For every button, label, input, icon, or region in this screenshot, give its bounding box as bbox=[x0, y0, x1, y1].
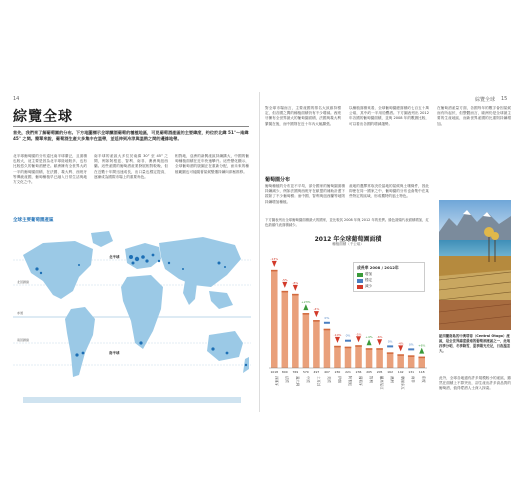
change-label: -4% bbox=[313, 307, 320, 312]
map-label-tropic-north: 北回歸線 bbox=[17, 280, 30, 284]
change-arrow-icon bbox=[293, 285, 298, 291]
bar-value-label: 142 bbox=[397, 370, 404, 374]
legend-title: 成長率 2008 / 2012年 bbox=[357, 265, 399, 270]
change-arrow-icon bbox=[335, 337, 340, 343]
chart-caption: 下方圖表列出全球葡萄園面積最大的國家，並比較其 2008 年與 2012 年的差異。綠色箭頭代表面積增加，紅色箭頭代表面積減少。 bbox=[265, 218, 429, 227]
chart-bar bbox=[345, 347, 352, 368]
bar-value-label: 769 bbox=[292, 370, 299, 374]
change-label: -8% bbox=[292, 280, 299, 285]
legend-label: 減少 bbox=[365, 284, 373, 288]
bar-value-label: 497 bbox=[313, 370, 320, 374]
map-label-south: 南半球 bbox=[109, 351, 120, 355]
vineyard-landscape-image bbox=[439, 200, 511, 330]
legend-item bbox=[357, 284, 421, 289]
chart-subtitle: 種植面積（千公頃） bbox=[332, 242, 364, 246]
change-label: -5% bbox=[281, 277, 288, 282]
category-label: 西班牙 bbox=[274, 376, 279, 387]
category-label: 澳洲 bbox=[390, 376, 395, 383]
bar-value-label: 162 bbox=[387, 370, 394, 374]
map-title: 全球主要葡萄園產區 bbox=[13, 218, 54, 223]
chart-bar-cap bbox=[408, 355, 415, 357]
change-arrow-icon bbox=[303, 304, 308, 310]
chart-bar bbox=[408, 355, 415, 368]
body-column: 南半球的產區大多位於南緯 30° 至 45° 之間，例如阿根廷、智利、南非、澳洲與紐西蘭。這些產國的葡萄酒產業發展相對較晚，但在近數十年間迅速成長，出口量也穩定提高，逐漸成為國際市場上的重要角色。 bbox=[94, 154, 168, 179]
change-arrow-icon bbox=[345, 340, 351, 342]
change-label: +4% bbox=[365, 335, 373, 340]
vineyard-photo bbox=[439, 200, 511, 330]
chart-bar bbox=[303, 313, 310, 368]
chart-bar bbox=[334, 346, 341, 368]
book-spread bbox=[5, 92, 515, 412]
bar-value-label: 230 bbox=[334, 370, 341, 374]
legend-item bbox=[357, 272, 421, 277]
category-label: 南非 bbox=[411, 376, 416, 383]
legend-item bbox=[357, 278, 421, 283]
legend-swatch bbox=[357, 285, 363, 289]
photo-caption: 紐西蘭南島的中奧塔哥（Central Otago）產區，是全世界緯度最南的葡萄酒產區之一，此地四季分明，冬季降雪，夏季陽光充足，日夜溫差大。 bbox=[439, 334, 511, 353]
chart-bar-cap bbox=[303, 313, 310, 315]
legend-label: 增加 bbox=[365, 272, 373, 276]
change-arrow-icon bbox=[367, 339, 372, 345]
vineyard-area-chart bbox=[265, 234, 431, 410]
change-label: +6% bbox=[418, 343, 426, 348]
chart-bar bbox=[397, 354, 404, 368]
body-column: 在葡萄酒產量方面，各國每年的數字會因氣候而有所起伏，但整體而言，歐洲仍是全球最主要的生產地區，而新世界產國的比重則持續增加。 bbox=[437, 106, 511, 126]
chart-bar-cap bbox=[355, 345, 362, 347]
change-label: -10% bbox=[333, 332, 342, 337]
category-label: 葡萄牙 bbox=[358, 376, 363, 387]
change-arrow-icon bbox=[272, 261, 277, 267]
change-arrow-icon bbox=[398, 345, 403, 351]
chart-bar-cap bbox=[345, 347, 352, 349]
bar-value-label: 205 bbox=[366, 370, 372, 374]
category-label: 摩爾多瓦 bbox=[400, 376, 405, 390]
category-label: 智利 bbox=[369, 376, 374, 383]
body-column: 以種植面積來看，全球葡萄園總面積約七百五十萬公頃，其中約一半用於釀酒。下方圖表列出 2012 年各國的葡萄園面積，並與 2008 年的數據比較，可以看出各國的增減趨勢。 bbox=[349, 106, 429, 126]
right-page bbox=[261, 92, 515, 412]
chart-bar bbox=[271, 270, 278, 368]
chart-bar-cap bbox=[313, 320, 320, 322]
map-label-tropic-south: 南回歸線 bbox=[17, 338, 30, 342]
category-label: 法國 bbox=[284, 376, 289, 383]
chart-bar-cap bbox=[397, 354, 404, 356]
change-label: -5% bbox=[355, 332, 362, 337]
chart-bar bbox=[313, 320, 320, 368]
change-label: 0% bbox=[324, 315, 330, 320]
bar-value-label: 800 bbox=[281, 370, 288, 374]
category-label: 印度 bbox=[421, 376, 426, 383]
body-column: 產地的選擇常取決於當地的氣候與土壤條件，因此即使在同一國家之中，葡萄園的分布也會集中在某些特定的區域，形成獨特的風土特色。 bbox=[349, 184, 429, 199]
chart-bar bbox=[282, 291, 289, 368]
change-arrow-icon bbox=[314, 311, 319, 317]
bar-value-label: 131 bbox=[408, 370, 415, 374]
left-page bbox=[5, 92, 260, 412]
bar-value-label: 407 bbox=[324, 370, 330, 374]
chart-bar bbox=[366, 348, 373, 368]
page-number: 14 bbox=[13, 96, 20, 102]
bar-value-label: 221 bbox=[345, 370, 351, 374]
body-column: 北半球葡萄園的分布遠比南半球廣泛，且面積也較大，這主要是因為北半球陸地較多，也有比較悠久的葡萄酒歷史。歐洲擁有全世界大約一半的葡萄園面積，在法國、義大利、西班牙等傳統產國，葡萄種植早已融入日常生活與地方文化之中。 bbox=[13, 154, 87, 185]
chart-bar-cap bbox=[387, 352, 394, 354]
change-label: -13% bbox=[270, 256, 279, 261]
chart-bar bbox=[418, 357, 425, 368]
category-label: 美國 bbox=[326, 376, 331, 383]
map-label-north: 北半球 bbox=[109, 255, 120, 259]
category-label: 伊朗 bbox=[337, 376, 342, 383]
category-label: 羅馬尼亞 bbox=[379, 376, 384, 390]
body-column: 相對地，亞洲的新興產區持續擴大，中國的葡萄種植面積在近年快速攀升。這些變化顯示，全球葡萄酒的版圖正在重新分配，而未來的種植範圍也可能隨著氣候變遷持續向兩極推移。 bbox=[175, 154, 249, 174]
category-label: 義大利 bbox=[295, 376, 300, 387]
legend-swatch bbox=[357, 279, 363, 283]
bar-value-label: 570 bbox=[302, 370, 309, 374]
title-rule bbox=[13, 126, 249, 127]
body-column: 葡萄種植的分布並不平均，部分國家的葡萄園面積持續減少，例如法國與西班牙在歐盟的補助計畫下拔除了不少葡萄樹；而中國、智利與紐西蘭等地則持續增加種植。 bbox=[265, 184, 345, 204]
change-arrow-icon bbox=[282, 282, 287, 288]
legend-label: 穩定 bbox=[365, 278, 373, 282]
change-arrow-icon bbox=[408, 348, 414, 350]
chart-bar-cap bbox=[271, 270, 278, 272]
change-arrow-icon bbox=[356, 336, 361, 342]
chart-legend bbox=[353, 262, 425, 292]
change-label: -6% bbox=[376, 335, 383, 340]
bar-value-label: 1018 bbox=[270, 370, 279, 374]
category-label: 土耳其 bbox=[316, 376, 321, 387]
chart-bar bbox=[376, 348, 383, 368]
category-label: 中國 bbox=[305, 376, 310, 383]
change-arrow-icon bbox=[324, 322, 330, 324]
section-heading: 葡萄園分布 bbox=[265, 177, 291, 183]
category-label: 阿根廷 bbox=[348, 376, 352, 387]
change-label: 0% bbox=[387, 339, 393, 344]
chart-title: 2012 年全球葡萄園面積 bbox=[314, 236, 382, 243]
chart-bar-cap bbox=[366, 348, 373, 350]
chart-bar-cap bbox=[334, 346, 341, 348]
bar-value-label: 236 bbox=[355, 370, 362, 374]
chart-bar-cap bbox=[376, 348, 383, 350]
page-title: 綜覽全球 bbox=[13, 109, 73, 125]
bar-value-label: 118 bbox=[418, 370, 425, 374]
change-arrow-icon bbox=[377, 339, 382, 345]
map-label-equator: 赤道 bbox=[17, 311, 24, 315]
change-label: 0% bbox=[345, 333, 351, 338]
world-vineyard-map bbox=[13, 225, 251, 405]
chart-bar bbox=[324, 329, 331, 368]
legend-swatch bbox=[357, 273, 363, 277]
body-column: 此外，全球各地還有許多規模較小的產區，雖然在面積上不算突出，卻生產出許多高品質的葡萄酒，值得愛酒人士深入探索。 bbox=[439, 376, 511, 391]
bar-value-label: 205 bbox=[376, 370, 383, 374]
chart-bar bbox=[355, 345, 362, 368]
change-label: 0% bbox=[408, 342, 414, 347]
chart-bar bbox=[292, 294, 299, 368]
body-column: 對全球市場而言，主要產國的排名大致維持穩定，但各國之間的種植面積仍有不少增減。西班牙擁有全世界最大的葡萄園面積，法國與義大利緊隨在後，而中國則在近十年內大幅擴張。 bbox=[265, 106, 341, 126]
world-map-graphic bbox=[13, 225, 251, 405]
change-arrow-icon bbox=[419, 348, 424, 354]
chart-bar-cap bbox=[324, 329, 331, 331]
change-label: +23% bbox=[301, 300, 311, 305]
chart-bar bbox=[387, 352, 394, 368]
chart-bar-cap bbox=[282, 291, 289, 293]
chart-bar-cap bbox=[418, 357, 425, 359]
page-number: 15 bbox=[501, 96, 508, 102]
change-label: -4% bbox=[397, 341, 404, 346]
chart-bar-cap bbox=[292, 294, 299, 296]
running-head: 綜覽全球 bbox=[475, 97, 496, 103]
change-arrow-icon bbox=[387, 345, 393, 347]
intro-paragraph: 首先，我們來了解葡萄園的分布。下方地圖標示全球釀酒葡萄的種植地區，可見葡萄酒產區的主要緯度，約位於北緯 51°～南緯 45° 之間。簡單來說，葡萄酒生產大多集中在溫帶，並延伸到冷涼與溫熱之間的邊緣地帶。 bbox=[13, 130, 249, 141]
